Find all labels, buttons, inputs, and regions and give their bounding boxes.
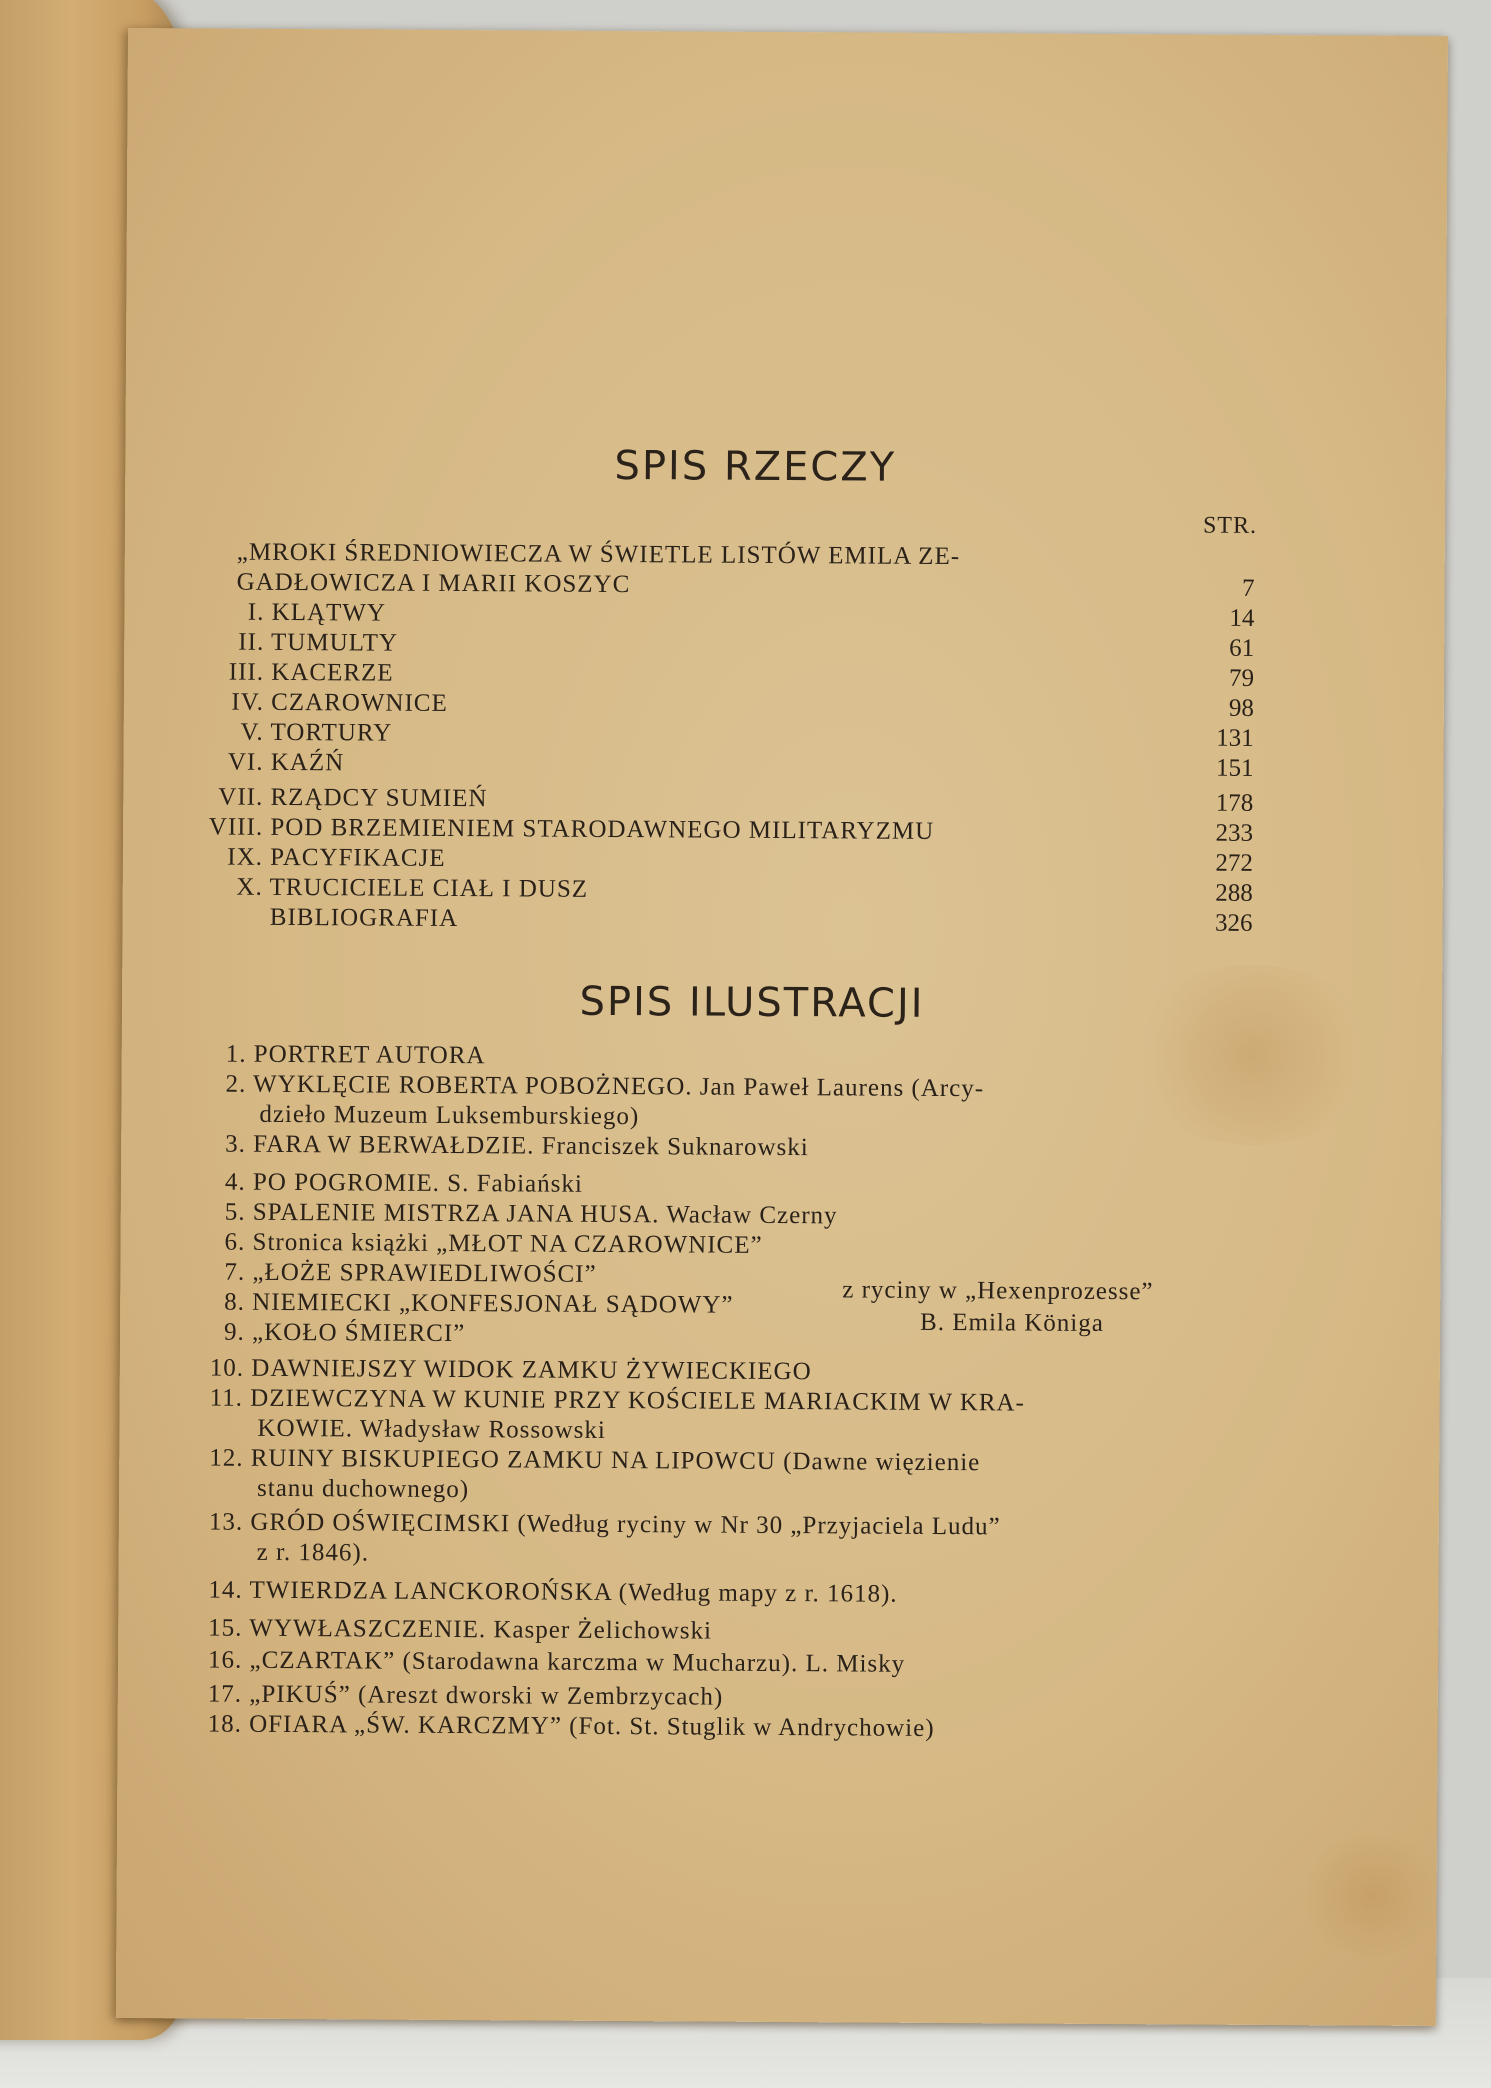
chapter-title: BIBLIOGRAFIA <box>269 903 459 933</box>
chapter-title: POD BRZEMIENIEM STARODAWNEGO MILITARYZMU <box>270 813 935 845</box>
illustration-item: 4. PO POGROMIE. S. Fabiański <box>224 1168 583 1198</box>
illustration-item: 15. WYWŁASZCZENIE. Kasper Żelichowski <box>208 1614 713 1645</box>
illustrations-title: SPIS ILUSTRACJI <box>579 978 925 1027</box>
chapter-page: 272 <box>1215 849 1254 877</box>
water-stain <box>1296 1835 1447 1956</box>
chapter-page: 288 <box>1215 879 1253 907</box>
chapter-number: I. <box>247 598 265 626</box>
illustration-item: 17. „PIKUŚ” (Areszt dworski w Zembrzycach) <box>207 1680 724 1711</box>
illustration-item: 6. Stronica książki „MŁOT NA CZAROWNICE” <box>224 1228 763 1259</box>
contents-intro-line-2: GADŁOWICZA I MARII KOSZYC <box>236 568 631 599</box>
chapter-number: IV. <box>231 688 264 716</box>
chapter-page: 151 <box>1215 754 1254 782</box>
chapter-page: 79 <box>1228 664 1255 692</box>
illustration-item-continued: stanu duchownego) <box>256 1474 470 1504</box>
contents-title: SPIS RZECZY <box>614 442 897 491</box>
illustration-item: 12. RUINY BISKUPIEGO ZAMKU NA LIPOWCU (Dawne więzienie <box>209 1444 981 1477</box>
chapter-title: PACYFIKACJE <box>270 843 446 872</box>
chapter-number: VI. <box>227 748 264 776</box>
illustration-item: 16. „CZARTAK” (Starodawna karczma w Mucharzu). L. Misky <box>207 1646 906 1678</box>
chapter-row <box>123 843 446 873</box>
chapter-title: TORTURY <box>270 718 393 747</box>
chapter-row <box>124 628 398 658</box>
chapter-number: III. <box>228 658 265 686</box>
chapter-title: TRUCICIELE CIAŁ I DUSZ <box>269 873 589 903</box>
illustration-item: 2. WYKLĘCIE ROBERTA POBOŻNEGO. Jan Paweł Laurens (Arcy- <box>225 1070 985 1103</box>
chapter-row <box>123 873 588 904</box>
illustration-source: B. Emila Königa <box>920 1308 1104 1337</box>
chapter-title: KAŹŃ <box>270 748 345 777</box>
illustration-item: 14. TWIERDZA LANCKOROŃSKA (Według mapy z r. 1618). <box>208 1576 898 1608</box>
chapter-row <box>122 903 458 933</box>
chapter-page: 131 <box>1216 724 1254 752</box>
illustration-item: 10. DAWNIEJSZY WIDOK ZAMKU ŻYWIECKIEGO <box>209 1354 812 1386</box>
page-column-header: STR. <box>1202 512 1258 539</box>
chapter-title: RZĄDCY SUMIEŃ <box>270 783 488 813</box>
illustration-item: 13. GRÓD OŚWIĘCIMSKI (Według ryciny w Nr 30 „Przyjaciela Ludu” <box>208 1508 1001 1541</box>
illustration-item-continued: z r. 1846). <box>256 1538 370 1567</box>
book-page <box>116 28 1448 2026</box>
chapter-number: IX. <box>227 843 264 871</box>
chapter-number <box>123 924 263 925</box>
chapter-row <box>124 718 393 748</box>
chapter-title: CZAROWNICE <box>271 688 448 717</box>
chapter-title: KACERZE <box>271 658 394 687</box>
illustration-item: 18. OFIARA „ŚW. KARCZMY” (Fot. St. Stuglik w Andrychowie) <box>207 1710 935 1742</box>
chapter-title: TUMULTY <box>270 628 399 657</box>
chapter-number: V. <box>240 718 264 746</box>
illustration-item: 11. DZIEWCZYNA W KUNIE PRZY KOŚCIELE MARIACKIM W KRA- <box>209 1384 1025 1417</box>
contents-intro-line-1: „MROKI ŚREDNIOWIECZA W ŚWIETLE LISTÓW EMILA ZE- <box>236 538 961 571</box>
chapter-number: VII. <box>218 783 264 811</box>
chapter-row <box>124 658 394 688</box>
chapter-title: KLĄTWY <box>271 598 387 627</box>
chapter-number: II. <box>238 628 265 656</box>
chapter-number: X. <box>236 873 263 901</box>
chapter-row <box>123 748 344 777</box>
illustration-item-continued: dzieło Muzeum Luksemburskiego) <box>259 1100 640 1131</box>
chapter-page: 61 <box>1229 634 1255 662</box>
chapter-page: 326 <box>1214 909 1253 937</box>
contents-intro-page: 7 <box>1242 574 1255 602</box>
chapter-page: 14 <box>1229 604 1255 632</box>
chapter-page: 233 <box>1215 819 1254 847</box>
chapter-page: 178 <box>1215 789 1254 817</box>
chapter-row <box>123 783 487 813</box>
chapter-row <box>123 813 934 846</box>
chapter-row <box>124 688 448 718</box>
illustration-item: 3. FARA W BERWAŁDZIE. Franciszek Suknarowski <box>225 1130 809 1162</box>
illustration-item: 9. „KOŁO ŚMIERCI” <box>223 1318 466 1348</box>
illustration-item: 7. „ŁOŻE SPRAWIEDLIWOŚCI” <box>224 1258 597 1288</box>
chapter-page: 98 <box>1228 694 1254 722</box>
illustration-item: 8. NIEMIECKI „KONFESJONAŁ SĄDOWY” <box>224 1288 734 1319</box>
chapter-number: VIII. <box>208 813 264 841</box>
illustration-source: z ryciny w „Hexenprozesse” <box>842 1276 1154 1306</box>
illustration-item: 1. PORTRET AUTORA <box>225 1040 486 1070</box>
illustration-item: 5. SPALENIE MISTRZA JANA HUSA. Wacław Czerny <box>224 1198 838 1230</box>
chapter-row <box>124 598 386 628</box>
illustration-item-continued: KOWIE. Władysław Rossowski <box>257 1414 606 1444</box>
